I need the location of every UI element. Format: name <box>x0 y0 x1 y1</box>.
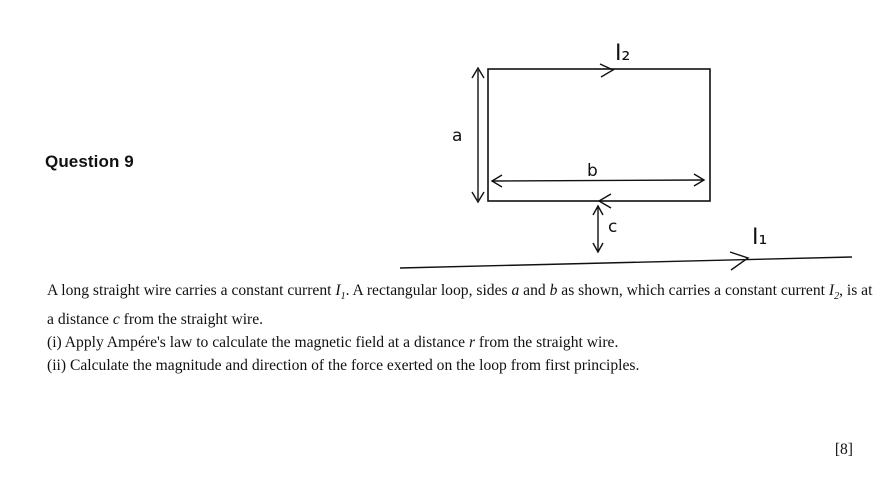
label-a: a <box>452 126 463 146</box>
question-heading: Question 9 <box>45 152 134 171</box>
marks-total: [8] <box>834 441 853 458</box>
question-part-i: (i) Apply Ampére's law to calculate the magnetic field at a distance r from the straight wire. <box>47 334 619 352</box>
label-i1: I₁ <box>752 225 768 250</box>
label-i2: I₂ <box>615 41 631 66</box>
question-part-ii: (ii) Calculate the magnitude and direction of the force exerted on the loop from first principles. <box>47 357 640 375</box>
var-a: a <box>511 282 520 299</box>
straight-wire <box>400 257 852 268</box>
label-b: b <box>587 161 598 181</box>
current-arrow-i2 <box>600 64 613 77</box>
question-body <box>47 279 877 377</box>
var-c: c <box>112 311 120 329</box>
label-c: c <box>608 217 618 237</box>
current-arrow-i1 <box>730 252 748 270</box>
var-r: r <box>468 334 476 352</box>
question-paragraph-1: A long straight wire carries a constant current $I_1$. A rectangular loop, sides a and b as shown, which carries a constant current $I_2$, is at a distance c from the straight wire. <box>47 282 873 329</box>
var-i1: $I_1$ <box>335 282 346 303</box>
var-i2: $I_2$ <box>828 282 840 303</box>
dimension-b-line <box>492 180 704 181</box>
var-b: b <box>549 282 558 299</box>
